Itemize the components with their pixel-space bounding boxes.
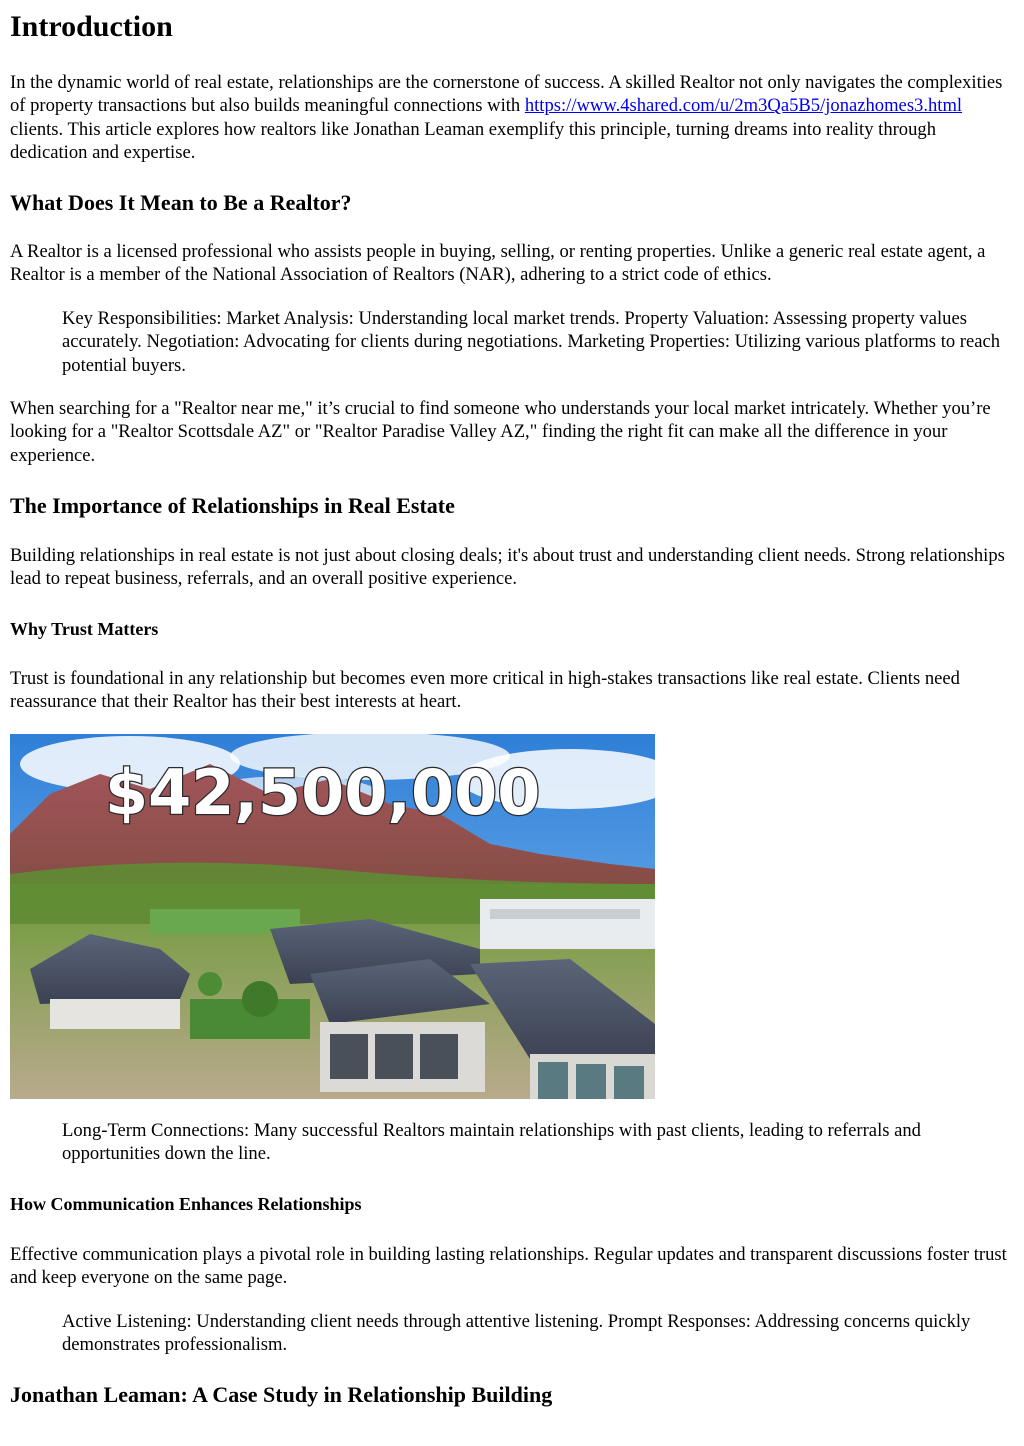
- intro-text-before-link: In the dynamic world of real estate, relationships are the cornerstone of success. A skilled Realtor not only navigates the complexities of property transactions but also builds meaningful connections with: [10, 72, 1003, 117]
- long-term-connections-quote: Long-Term Connections: Many successful Realtors maintain relationships with past clients, leading to referrals and opportunities down the line.: [62, 1120, 921, 1165]
- jonazhomes-link[interactable]: https://www.4shared.com/u/2m3Qa5B5/jonazhomes3.html: [524, 95, 963, 117]
- realtor-near-me-paragraph: When searching for a "Realtor near me," it’s crucial to find someone who understands your local market intricately. Whether you’re looking for a "Realtor Scottsdale AZ" or "Realtor Paradise Valley AZ," finding the right fit can make all the difference in your experience.: [10, 398, 991, 466]
- intro-heading: Introduction: [10, 10, 173, 43]
- case-study-heading: Jonathan Leaman: A Case Study in Relationship Building: [10, 1382, 553, 1407]
- intro-text-after-link: clients. This article explores how realtors like Jonathan Leaman exemplify this principle, turning dreams into reality through dedication and expertise.: [10, 118, 936, 163]
- communication-paragraph: Effective communication plays a pivotal role in building lasting relationships. Regular updates and transparent discussions foster trust and keep everyone on the same page.: [10, 1244, 1007, 1289]
- realtor-paragraph: A Realtor is a licensed professional who assists people in buying, selling, or renting properties. Unlike a generic real estate agent, a Realtor is a member of the National Association of Realtors (NAR), adhering to a strict code of ethics.: [10, 241, 986, 286]
- communication-heading: How Communication Enhances Relationships: [10, 1194, 362, 1214]
- luxury-home-image: [10, 734, 655, 1099]
- importance-heading: The Importance of Relationships in Real Estate: [10, 493, 455, 518]
- trust-paragraph: Trust is foundational in any relationship but becomes even more critical in high-stakes transactions like real estate. Clients need reassurance that their Realtor has their best interests at heart.: [10, 668, 960, 713]
- trust-heading: Why Trust Matters: [10, 619, 159, 639]
- realtor-heading: What Does It Mean to Be a Realtor?: [10, 190, 352, 215]
- intro-paragraph: [10, 71, 1010, 164]
- active-listening-quote: Active Listening: Understanding client needs through attentive listening. Prompt Responses: Addressing concerns quickly demonstrates professionalism.: [62, 1311, 971, 1356]
- importance-paragraph: Building relationships in real estate is not just about closing deals; it's about trust and understanding client needs. Strong relationships lead to repeat business, referrals, and an overall positive experience.: [10, 545, 1005, 590]
- price-overlay: $42,500,000: [105, 756, 541, 829]
- key-responsibilities-quote: Key Responsibilities: Market Analysis: Understanding local market trends. Property Valuation: Assessing property values accurately. Negotiation: Advocating for clients during negotiations. Marketing Properties: Utilizing various platforms to reach potential buyers.: [62, 308, 1001, 376]
